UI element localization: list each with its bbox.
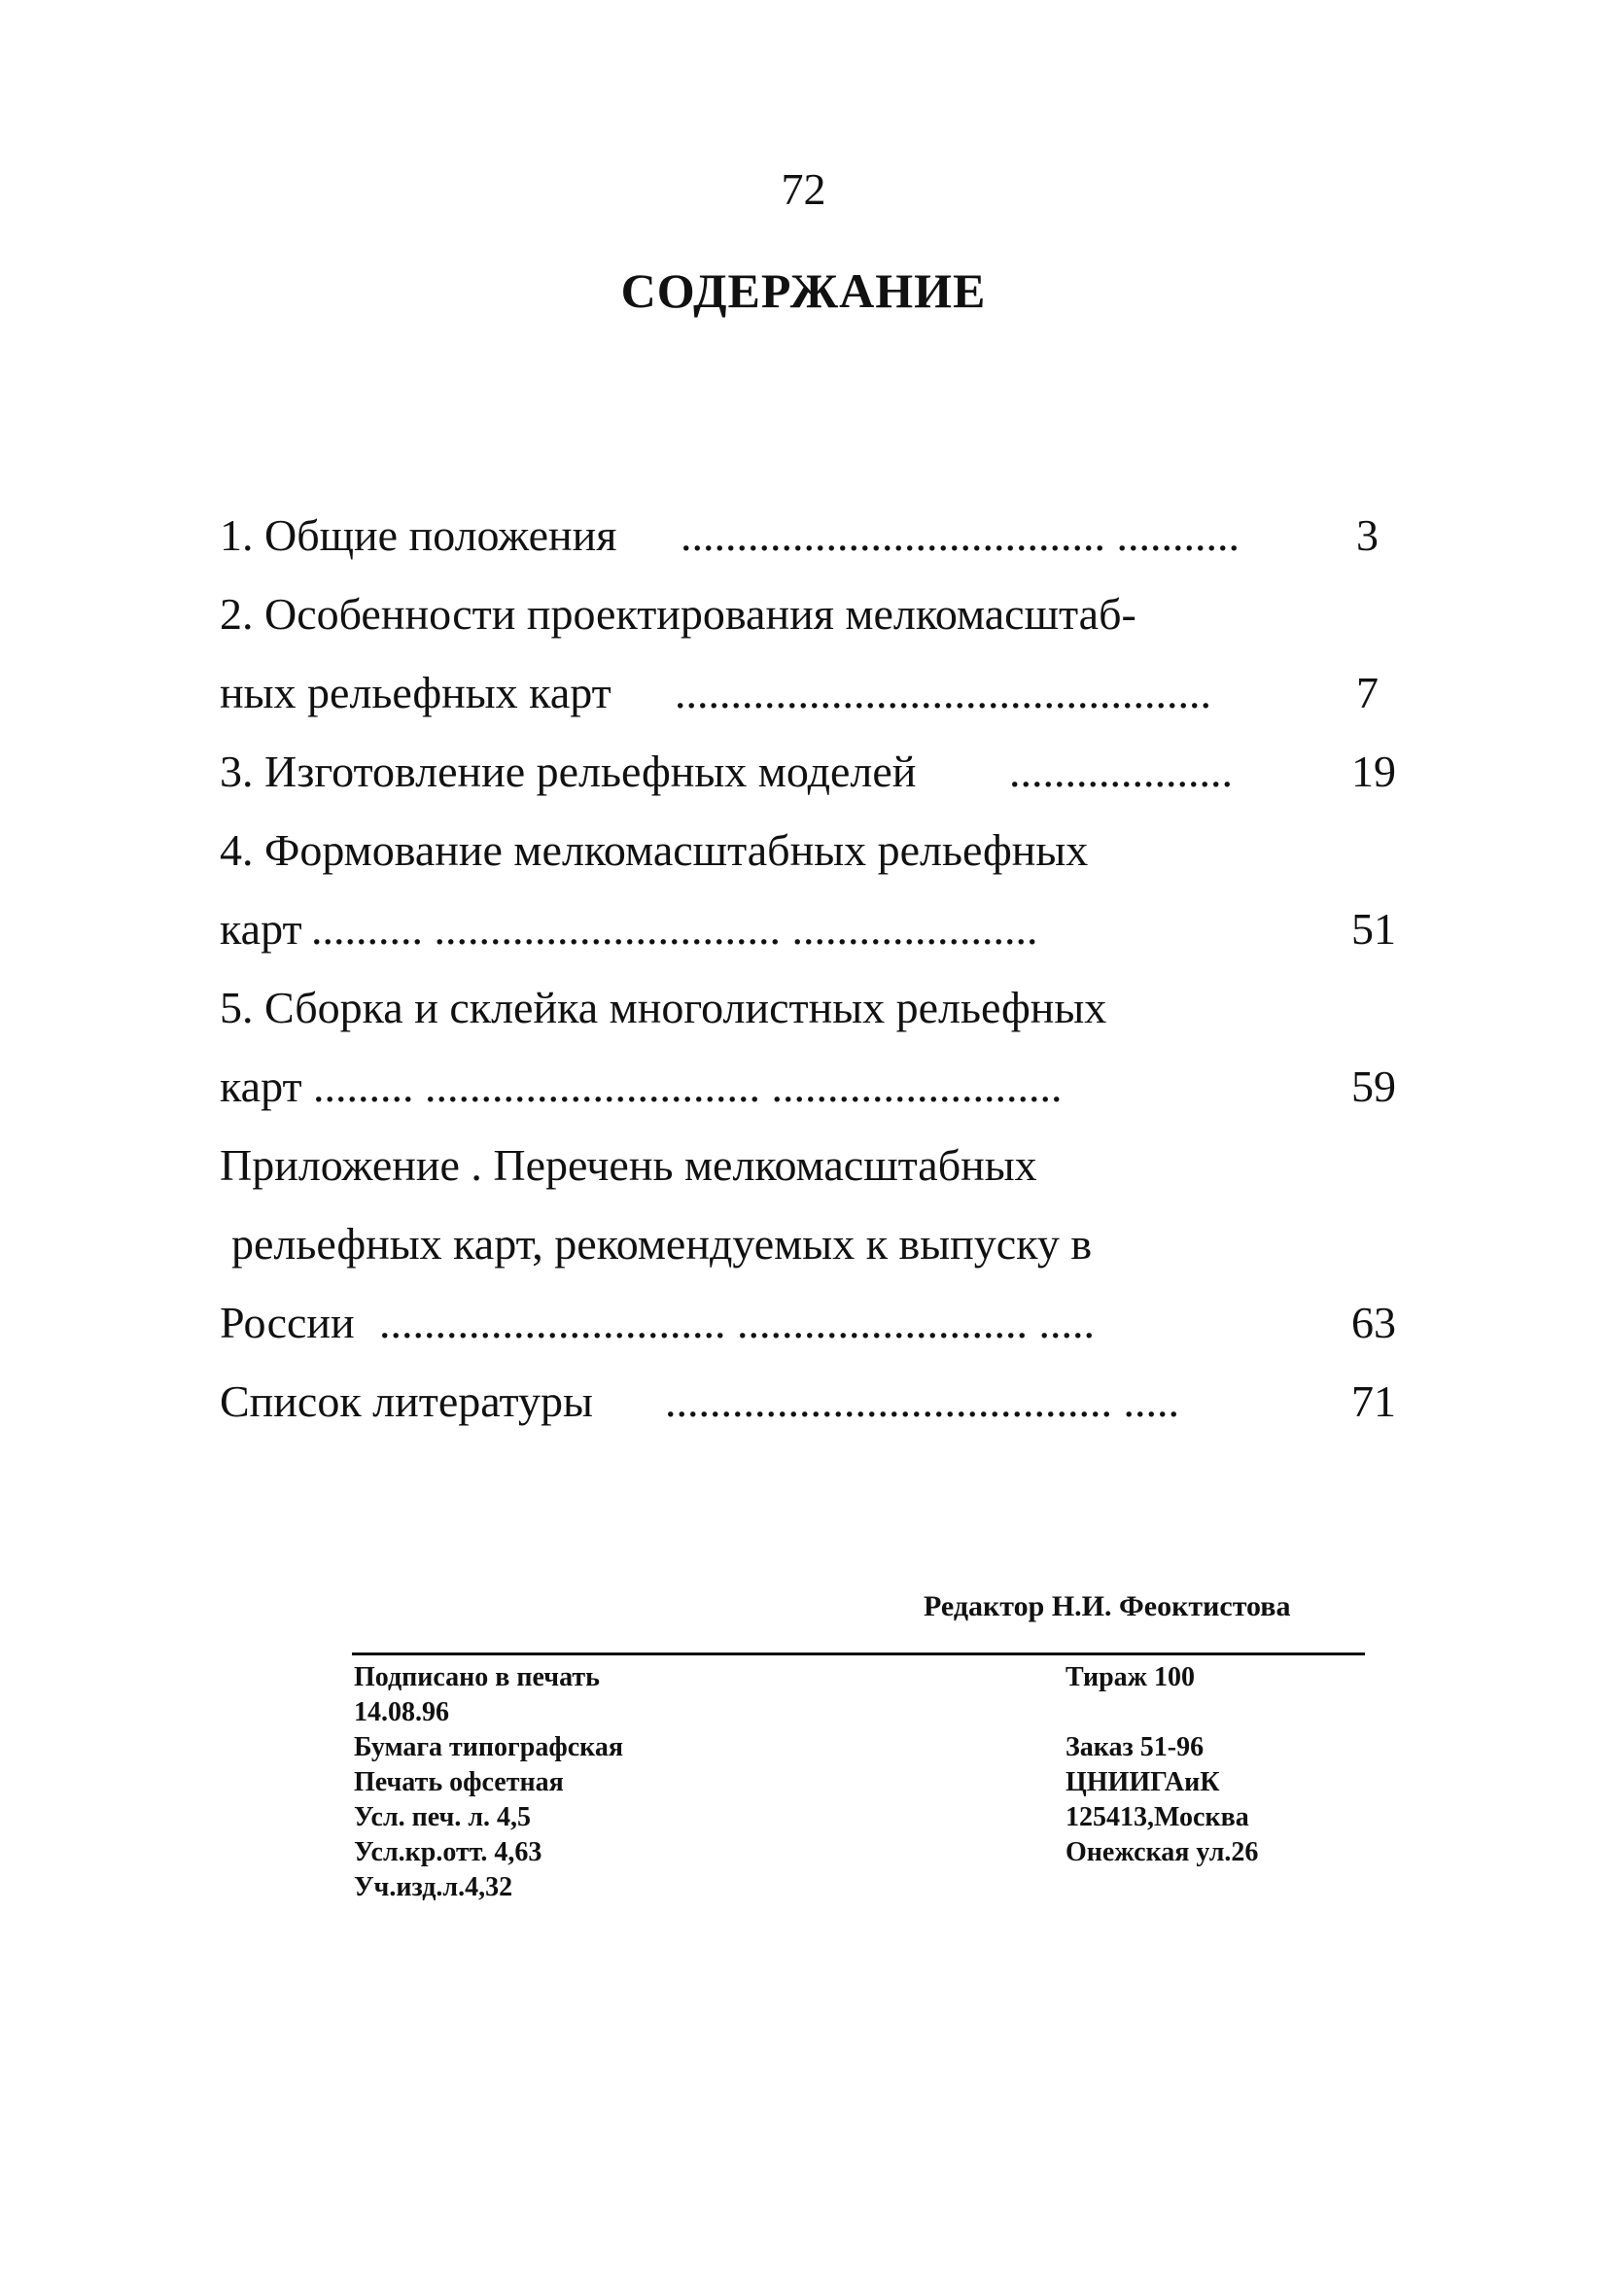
toc-page-number: 63	[1351, 1298, 1396, 1347]
toc-entry	[220, 1047, 1396, 1126]
imprint-left	[354, 1660, 623, 1905]
toc-entry-text: 4. Формование мелкомасштабных рельефных	[220, 825, 1089, 875]
imprint-line: Усл.кр.отт. 4,63	[354, 1837, 542, 1867]
toc-entry-text: карт	[220, 904, 302, 954]
divider	[352, 1652, 1365, 1655]
toc-entry-text: Приложение . Перечень мелкомасштабных	[220, 1140, 1037, 1190]
toc-entry	[220, 1283, 1396, 1362]
imprint-line: Заказ 51-96	[1066, 1732, 1205, 1762]
toc-page-number: 7	[1356, 668, 1379, 717]
imprint-line: Уч.изд.л.4,32	[354, 1872, 513, 1902]
toc-leader-dots: ................................................	[675, 668, 1211, 717]
toc-leader-dots: ............................... .......................... .....	[379, 1298, 1095, 1347]
toc-leader-dots: ........................................ .....	[665, 1376, 1179, 1426]
toc-entry-text: 1. Общие положения	[220, 510, 617, 560]
toc-entry-text: Список литературы	[220, 1376, 593, 1426]
imprint-line: ЦНИИГАиК	[1066, 1767, 1220, 1797]
toc-entry	[220, 968, 1396, 1047]
toc-entry-text: России	[220, 1298, 355, 1347]
imprint-line: Тираж 100	[1066, 1662, 1195, 1692]
imprint-line	[1066, 1695, 1258, 1730]
toc-page-number: 51	[1351, 904, 1396, 954]
imprint-right	[1066, 1660, 1258, 1870]
toc-leader-dots: .......... ............................... ......................	[311, 904, 1038, 954]
toc-entry	[220, 1126, 1396, 1204]
imprint-line: 125413,Москва	[1066, 1802, 1249, 1832]
toc-entry	[220, 1204, 1396, 1283]
editor-credit: Редактор Н.И. Феоктистова	[924, 1590, 1291, 1622]
imprint-line: Подписано в печать	[354, 1662, 600, 1692]
table-of-contents	[220, 496, 1396, 1441]
toc-entry	[220, 496, 1396, 574]
imprint-line: Онежская ул.26	[1066, 1837, 1259, 1867]
imprint-line: Бумага типографская	[354, 1732, 624, 1762]
toc-entry-text: 5. Сборка и склейка многолистных рельефных	[220, 983, 1107, 1032]
toc-leader-dots: ...................................... ...........	[681, 510, 1240, 560]
imprint-line: Печать офсетная	[354, 1767, 564, 1797]
toc-page-number: 59	[1351, 1061, 1396, 1111]
toc-entry-text: 2. Особенности проектирования мелкомасштаб-	[220, 589, 1136, 639]
toc-entry	[220, 574, 1396, 653]
toc-entry-text: рельефных карт, рекомендуемых к выпуску в	[231, 1219, 1093, 1269]
toc-entry	[220, 732, 1396, 811]
toc-page-number: 71	[1351, 1376, 1396, 1426]
toc-entry	[220, 653, 1396, 732]
toc-entry-text: ных рельефных карт	[220, 668, 611, 717]
toc-page-number: 3	[1356, 510, 1379, 560]
toc-leader-dots: ....................	[1009, 747, 1233, 796]
toc-entry	[220, 1362, 1396, 1441]
toc-leader-dots: ......... .............................. ..........................	[313, 1061, 1063, 1111]
toc-entry-text: 3. Изготовление рельефных моделей	[220, 747, 917, 796]
page-title: СОДЕРЖАНИЕ	[620, 263, 987, 318]
toc-entry-text: карт	[220, 1061, 302, 1111]
page-number: 72	[781, 164, 826, 214]
toc-entry	[220, 889, 1396, 968]
imprint-line: 14.08.96	[354, 1697, 449, 1727]
toc-entry	[220, 811, 1396, 889]
toc-page-number: 19	[1351, 747, 1396, 796]
imprint-line: Усл. печ. л. 4,5	[354, 1802, 532, 1832]
